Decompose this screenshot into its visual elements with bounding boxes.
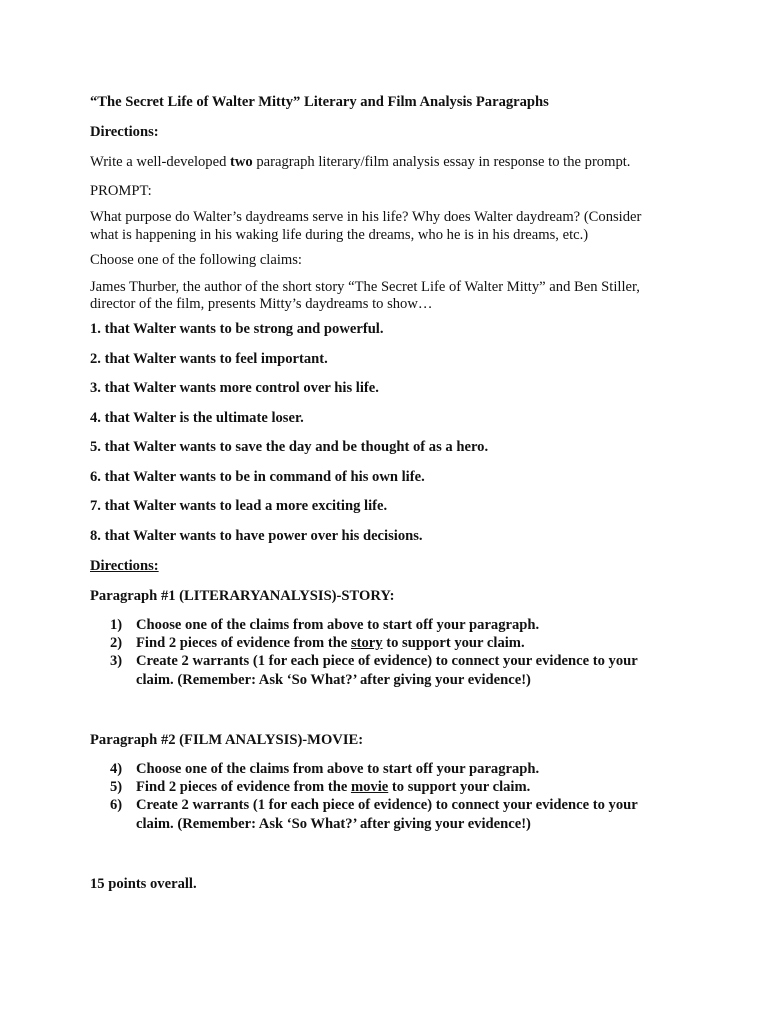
claim-item: 7. that Walter wants to lead a more exciting life. <box>90 498 388 514</box>
choose-claims-text: Choose one of the following claims: <box>90 252 302 268</box>
item-number: 4) <box>110 761 123 777</box>
item-text-before: Find 2 pieces of evidence from the <box>136 779 351 795</box>
prompt-label: PROMPT: <box>90 183 152 199</box>
paragraph2-item-4 <box>110 761 539 778</box>
write-instruction-after: paragraph literary/film analysis essay in response to the prompt. <box>252 154 631 170</box>
prompt-line-2: what is happening in his waking life during the dreams, who he is in his dreams, etc.) <box>90 227 589 243</box>
claim-item: 3. that Walter wants more control over his life. <box>90 380 379 396</box>
item-text-before: Find 2 pieces of evidence from the <box>136 635 351 651</box>
paragraph1-item-2 <box>110 635 525 652</box>
directions-heading-2: Directions: <box>90 558 159 574</box>
write-instruction-before: Write a well-developed <box>90 154 231 170</box>
claim-item: 1. that Walter wants to be strong and powerful. <box>90 321 384 337</box>
directions-heading: Directions: <box>90 124 159 140</box>
paragraph2-item-5 <box>110 779 530 796</box>
document-title: “The Secret Life of Walter Mitty” Literary and Film Analysis Paragraphs <box>90 94 549 110</box>
item-number: 6) <box>110 797 123 813</box>
paragraph1-item-3 <box>110 653 638 670</box>
write-instruction-emphasis: two <box>230 154 253 170</box>
item-text: Choose one of the claims from above to start off your paragraph. <box>136 761 540 777</box>
item-number: 5) <box>110 779 123 795</box>
item-text-underlined: movie <box>350 779 389 795</box>
write-instruction <box>90 154 630 171</box>
claim-item: 8. that Walter wants to have power over his decisions. <box>90 528 423 544</box>
item-text-underlined: story <box>350 635 383 651</box>
claim-item: 6. that Walter wants to be in command of his own life. <box>90 469 425 485</box>
points-total: 15 points overall. <box>90 876 197 892</box>
item-text-after: to support your claim. <box>388 779 531 795</box>
claim-item: 5. that Walter wants to save the day and be thought of as a hero. <box>90 439 489 455</box>
intro-line-1: James Thurber, the author of the short story “The Secret Life of Walter Mitty” and Ben Stiller, <box>90 279 640 295</box>
paragraph1-item-1 <box>110 617 539 634</box>
paragraph2-item-6-continuation: claim. (Remember: Ask ‘So What?’ after giving your evidence!) <box>136 816 531 832</box>
paragraph1-heading: Paragraph #1 (LITERARYANALYSIS)-STORY: <box>90 588 395 604</box>
item-text: Create 2 warrants (1 for each piece of evidence) to connect your evidence to your <box>136 797 638 813</box>
item-text: Choose one of the claims from above to start off your paragraph. <box>136 617 540 633</box>
intro-line-2: director of the film, presents Mitty’s daydreams to show… <box>90 296 433 312</box>
item-number: 2) <box>110 635 123 651</box>
claim-item: 2. that Walter wants to feel important. <box>90 351 328 367</box>
claim-item: 4. that Walter is the ultimate loser. <box>90 410 304 426</box>
paragraph2-item-6 <box>110 797 638 814</box>
paragraph1-item-3-continuation: claim. (Remember: Ask ‘So What?’ after giving your evidence!) <box>136 672 531 688</box>
prompt-line-1: What purpose do Walter’s daydreams serve in his life? Why does Walter daydream? (Consider <box>90 209 642 225</box>
item-number: 1) <box>110 617 123 633</box>
item-number: 3) <box>110 653 123 669</box>
item-text-after: to support your claim. <box>382 635 525 651</box>
item-text: Create 2 warrants (1 for each piece of evidence) to connect your evidence to your <box>136 653 638 669</box>
paragraph2-heading: Paragraph #2 (FILM ANALYSIS)-MOVIE: <box>90 732 364 748</box>
